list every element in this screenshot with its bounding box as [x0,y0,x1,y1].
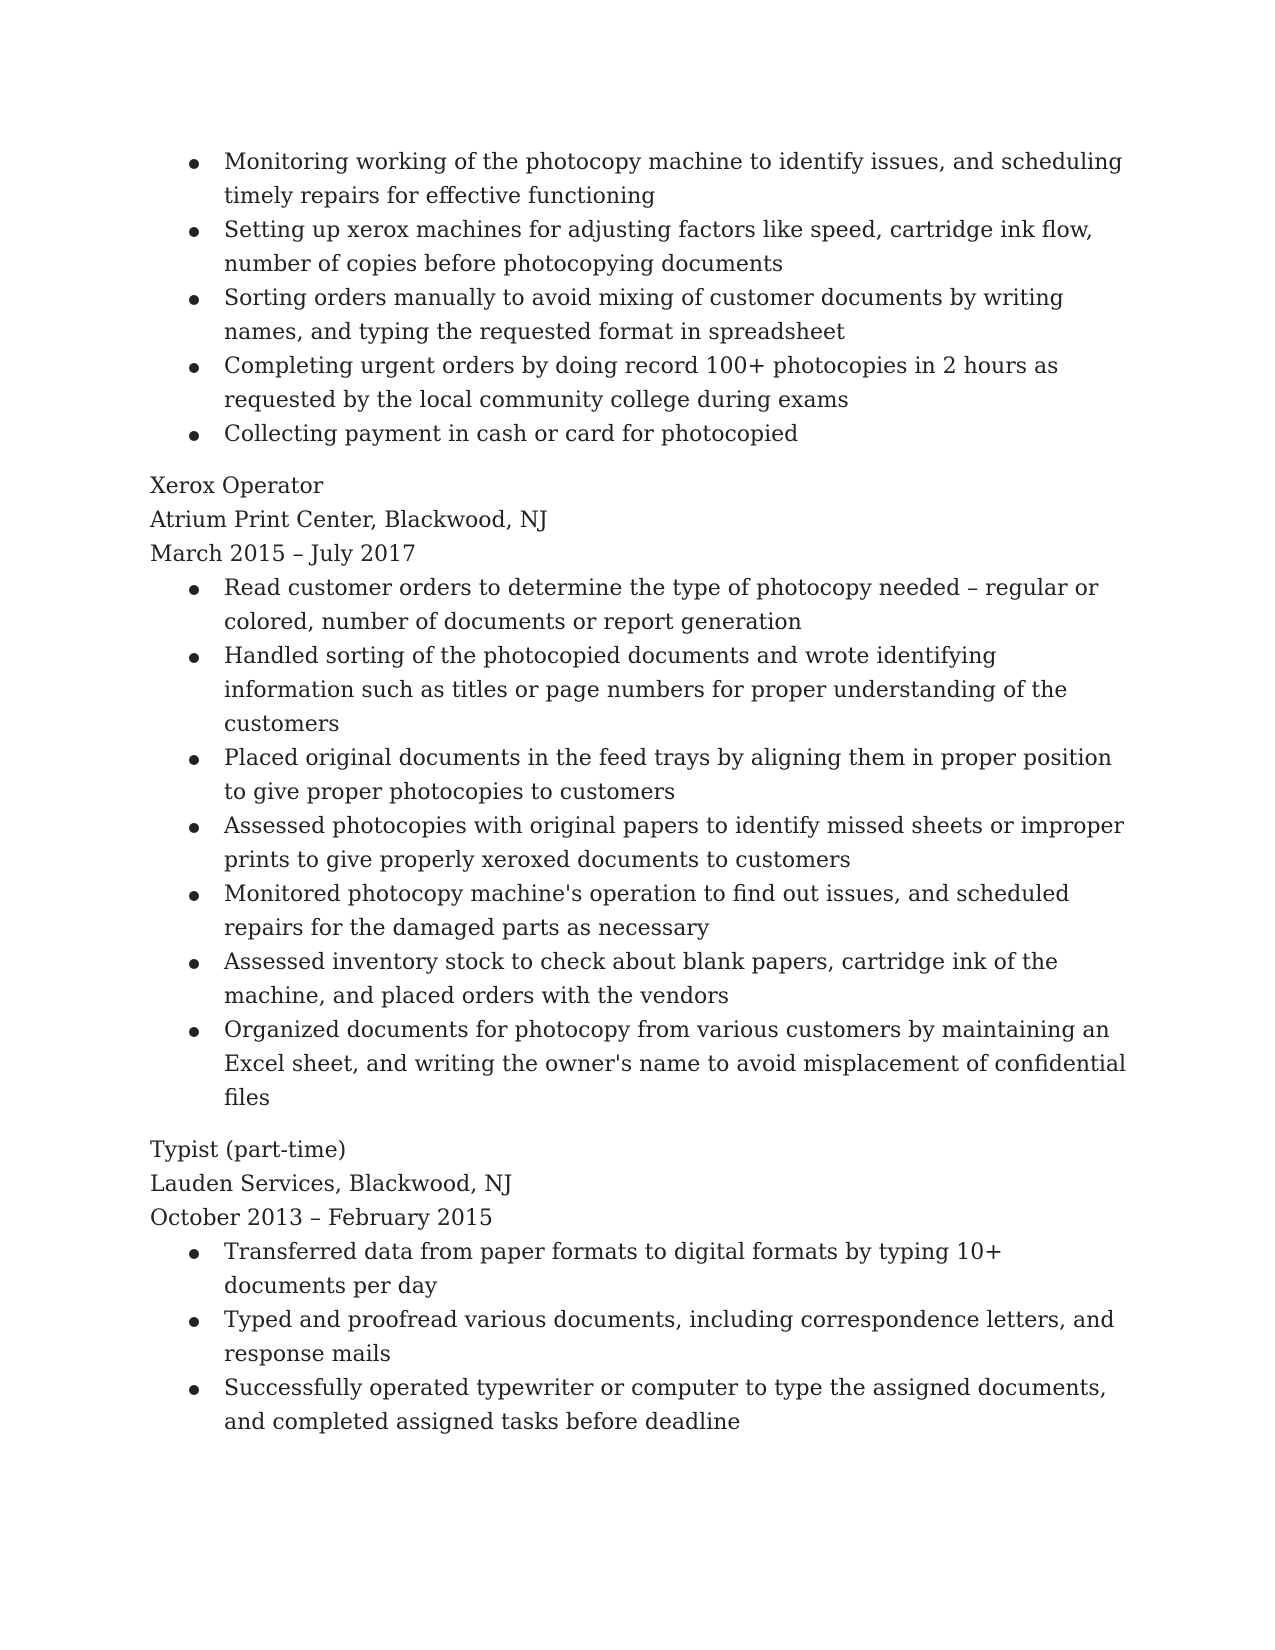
bullet-text: Organized documents for photocopy from various customers by maintaining an Excel sheet, and writing the owner's name to avoid misplacement of confidential files [224,1018,1127,1111]
job-bullet-list [150,1236,1130,1440]
bullet-icon [189,959,199,969]
bullet-icon [189,891,199,901]
list-item [150,946,1130,1014]
list-item [150,214,1130,282]
bullet-text: Monitored photocopy machine's operation to find out issues, and scheduled repairs for the damaged parts as necessary [224,882,1070,941]
list-item [150,572,1130,640]
bullet-icon [189,653,199,663]
bullet-icon [189,431,199,441]
bullet-text: Collecting payment in cash or card for photocopied [224,422,799,447]
bullet-text: Read customer orders to determine the type of photocopy needed – regular or colored, number of documents or report generation [224,576,1099,635]
list-item [150,1304,1130,1372]
job-title: Typist (part-time) [150,1138,347,1163]
bullet-icon [189,295,199,305]
bullet-text: Placed original documents in the feed trays by aligning them in proper position to give proper photocopies to customers [224,746,1112,805]
job-dates: March 2015 – July 2017 [150,542,417,567]
list-item [150,742,1130,810]
job-company: Atrium Print Center, Blackwood, NJ [150,508,548,533]
job-company: Lauden Services, Blackwood, NJ [150,1172,513,1197]
list-item [150,146,1130,214]
list-item [150,1372,1130,1440]
bullet-icon [189,363,199,373]
list-item [150,282,1130,350]
bullet-text: Monitoring working of the photocopy machine to identify issues, and scheduling timely repairs for effective functioning [224,150,1123,209]
bullet-icon [189,755,199,765]
bullet-icon [189,1317,199,1327]
list-item [150,640,1130,742]
list-item [150,810,1130,878]
bullet-icon [189,585,199,595]
resume-content [150,146,1130,1440]
list-item [150,878,1130,946]
bullet-text: Sorting orders manually to avoid mixing of customer documents by writing names, and typing the requested format in spreadsheet [224,286,1064,345]
list-item [150,350,1130,418]
bullet-text: Assessed photocopies with original papers to identify missed sheets or improper prints to give properly xeroxed documents to customers [224,814,1125,873]
bullet-icon [189,823,199,833]
job-bullet-list [150,572,1130,1116]
list-item [150,1236,1130,1304]
bullet-text: Handled sorting of the photocopied documents and wrote identifying information such as titles or page numbers for proper understanding of the customers [224,644,1068,737]
bullet-icon [189,159,199,169]
list-item [150,418,1130,452]
list-item [150,1014,1130,1116]
bullet-text: Setting up xerox machines for adjusting factors like speed, cartridge ink flow, number of copies before photocopying documents [224,218,1093,277]
bullet-icon [189,1385,199,1395]
bullet-text: Successfully operated typewriter or computer to type the assigned documents, and completed assigned tasks before deadline [224,1376,1107,1435]
job-xerox-operator [150,470,1130,1116]
bullet-text: Transferred data from paper formats to digital formats by typing 10+ documents per day [224,1240,1003,1299]
job-title: Xerox Operator [150,474,324,499]
bullet-text: Assessed inventory stock to check about blank papers, cartridge ink of the machine, and placed orders with the vendors [224,950,1059,1009]
bullet-icon [189,1249,199,1259]
job-typist [150,1134,1130,1440]
bullet-icon [189,227,199,237]
bullet-text: Typed and proofread various documents, including correspondence letters, and response mails [224,1308,1115,1367]
intro-bullet-list [150,146,1130,452]
bullet-text: Completing urgent orders by doing record 100+ photocopies in 2 hours as requested by the local community college during exams [224,354,1059,413]
bullet-icon [189,1027,199,1037]
job-dates: October 2013 – February 2015 [150,1206,493,1231]
